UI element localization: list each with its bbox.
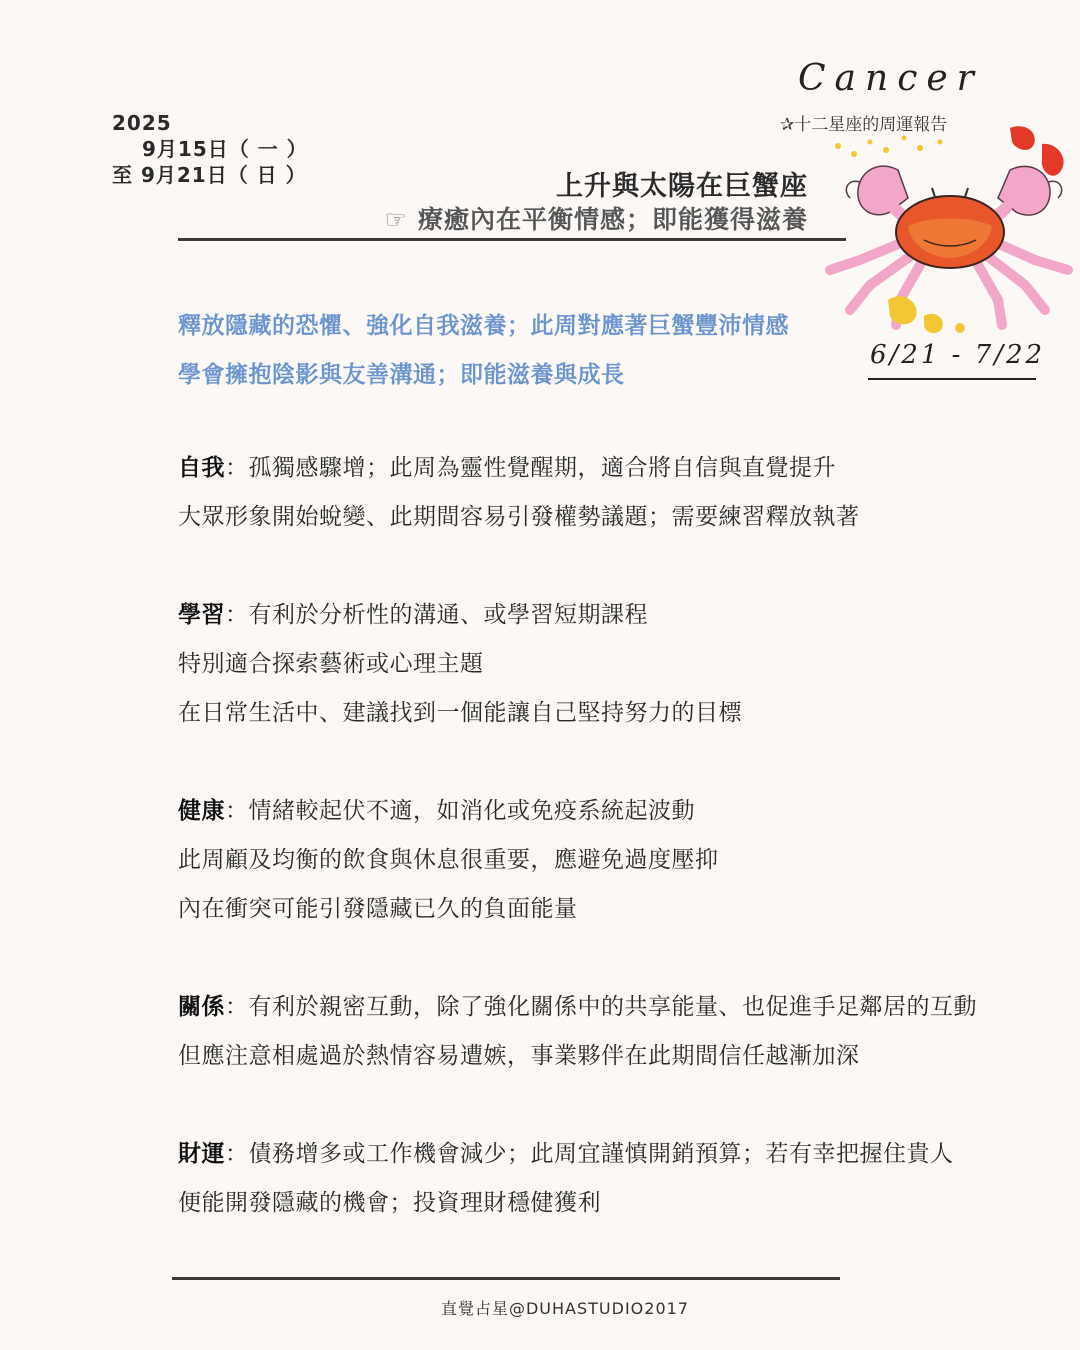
- section-text: ：有利於分析性的溝通、或學習短期課程: [225, 602, 648, 628]
- section-label: 關係: [178, 994, 225, 1020]
- sign-title: Cancer: [798, 58, 983, 99]
- bottom-divider: [172, 1277, 840, 1280]
- section-health: [178, 787, 719, 934]
- section-label: 財運: [178, 1141, 225, 1167]
- subheadline: [385, 200, 808, 236]
- section-text: ：債務增多或工作機會減少；此周宜謹慎開銷預算；若有幸把握住貴人: [225, 1141, 954, 1167]
- decorative-dots: [835, 136, 943, 158]
- section-label: 自我: [178, 455, 225, 481]
- section-text: 便能開發隱藏的機會；投資理財穩健獲利: [178, 1190, 601, 1216]
- section-text: 特別適合探索藝術或心理主題: [178, 651, 484, 677]
- yellow-splash: [924, 314, 943, 333]
- section-relation: [178, 983, 977, 1081]
- headline: 上升與太陽在巨蟹座: [556, 171, 808, 202]
- top-divider: [178, 238, 846, 241]
- section-text: 內在衝突可能引發隱藏已久的負面能量: [178, 896, 578, 922]
- pointing-hand-icon: ☞: [384, 205, 408, 234]
- red-splash: [1010, 126, 1035, 150]
- intro-line-2: 學會擁抱陰影與友善溝通；即能滋養與成長: [178, 362, 625, 388]
- intro-line-1: 釋放隱藏的恐懼、強化自我滋養；此周對應著巨蟹豐沛情感: [178, 313, 789, 339]
- subheadline-text: 療癒內在平衡情感；即能獲得滋養: [417, 205, 808, 234]
- red-splash: [1042, 144, 1064, 176]
- section-label: 健康: [178, 798, 225, 824]
- end-date: 至 9月21日（ 日 ）: [112, 163, 307, 187]
- start-date: 9月15日（ 一 ）: [142, 137, 308, 161]
- date-block: [112, 110, 308, 188]
- section-label: 學習: [178, 602, 225, 628]
- year: 2025: [112, 111, 172, 135]
- section-text: 但應注意相處過於熱情容易遭嫉，事業夥伴在此期間信任越漸加深: [178, 1043, 860, 1069]
- intro-block: [178, 302, 878, 400]
- section-text: ：孤獨感驟增；此周為靈性覺醒期，適合將自信與直覺提升: [225, 455, 836, 481]
- section-text: 大眾形象開始蛻變、此期間容易引發權勢議題；需要練習釋放執著: [178, 504, 860, 530]
- section-text: 此周顧及均衡的飲食與休息很重要，應避免過度壓抑: [178, 847, 719, 873]
- section-text: ：情緒較起伏不適，如消化或免疫系統起波動: [225, 798, 695, 824]
- footer-credit: 直覺占星@DUHASTUDIO2017: [440, 1299, 689, 1318]
- section-self: [178, 444, 860, 542]
- section-wealth: [178, 1130, 954, 1228]
- section-study: [178, 591, 742, 738]
- date-range-underline: [868, 378, 1036, 380]
- date-range: 6/21 - 7/22: [870, 340, 1046, 370]
- report-subtitle: ✰十二星座的周運報告: [780, 115, 948, 135]
- section-text: 在日常生活中、建議找到一個能讓自己堅持努力的目標: [178, 700, 742, 726]
- section-text: ：有利於親密互動，除了強化關係中的共享能量、也促進手足鄰居的互動: [225, 994, 977, 1020]
